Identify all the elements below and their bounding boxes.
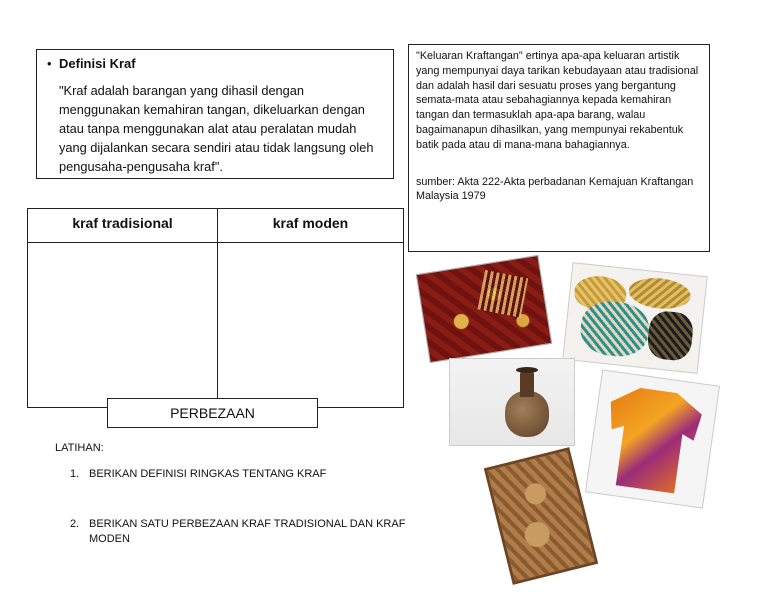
column-header-modern: kraf moden: [272, 215, 349, 231]
songket-fabric-photo: [416, 255, 553, 363]
pottery-vase-photo: [449, 358, 575, 446]
exercise-title: LATIHAN:: [55, 442, 104, 454]
definition-text: "Kraf adalah barangan yang dihasil dengan menggunakan kemahiran tangan, dikeluarkan dengan atau tanpa menggunakan alat atau peralatan mudah yang dijalankan secara sendiri atau tidak langsung oleh pengusaha-pengusaha kraf".: [59, 83, 374, 174]
question-number: 2.: [70, 518, 80, 530]
question-text: BERIKAN SATU PERBEZAAN KRAF TRADISIONAL DAN KRAF MODEN: [89, 518, 406, 545]
column-divider: [217, 209, 218, 407]
question-text: BERIKAN DEFINISI RINGKAS TENTANG KRAF: [89, 468, 327, 480]
difference-label: PERBEZAAN: [107, 398, 318, 428]
column-header-traditional: kraf tradisional: [72, 215, 173, 231]
info-source: sumber: Akta 222-Akta perbadanan Kemajuan Kraftangan Malaysia 1979: [416, 175, 694, 203]
info-box: [408, 44, 710, 252]
wood-carving-photo: [484, 447, 598, 585]
definition-title: • Definisi Kraf: [59, 56, 383, 71]
batik-shirt-photo: [585, 369, 720, 508]
exercise-question: [70, 517, 430, 547]
info-text: "Keluaran Kraftangan" ertinya apa-apa keluaran artistik yang mempunyai daya tarikan kebudayaan atau tradisional dan adalah hasil dari sesuatu proses yang bergantung semata-mata atau sebahagiannya kepada kemahiran tangan dan termasuklah apa-apa barang, walau bagaimanapun dihasilkan, yang mempunyai rekabentuk batik pada atau di mana-mana bahagiannya.: [416, 50, 699, 151]
woven-baskets-photo: [562, 262, 707, 374]
question-number: 1.: [70, 468, 80, 480]
exercise-question: [70, 467, 430, 482]
comparison-table: [27, 208, 404, 408]
definition-box: [36, 49, 394, 179]
header-divider: [28, 242, 403, 243]
